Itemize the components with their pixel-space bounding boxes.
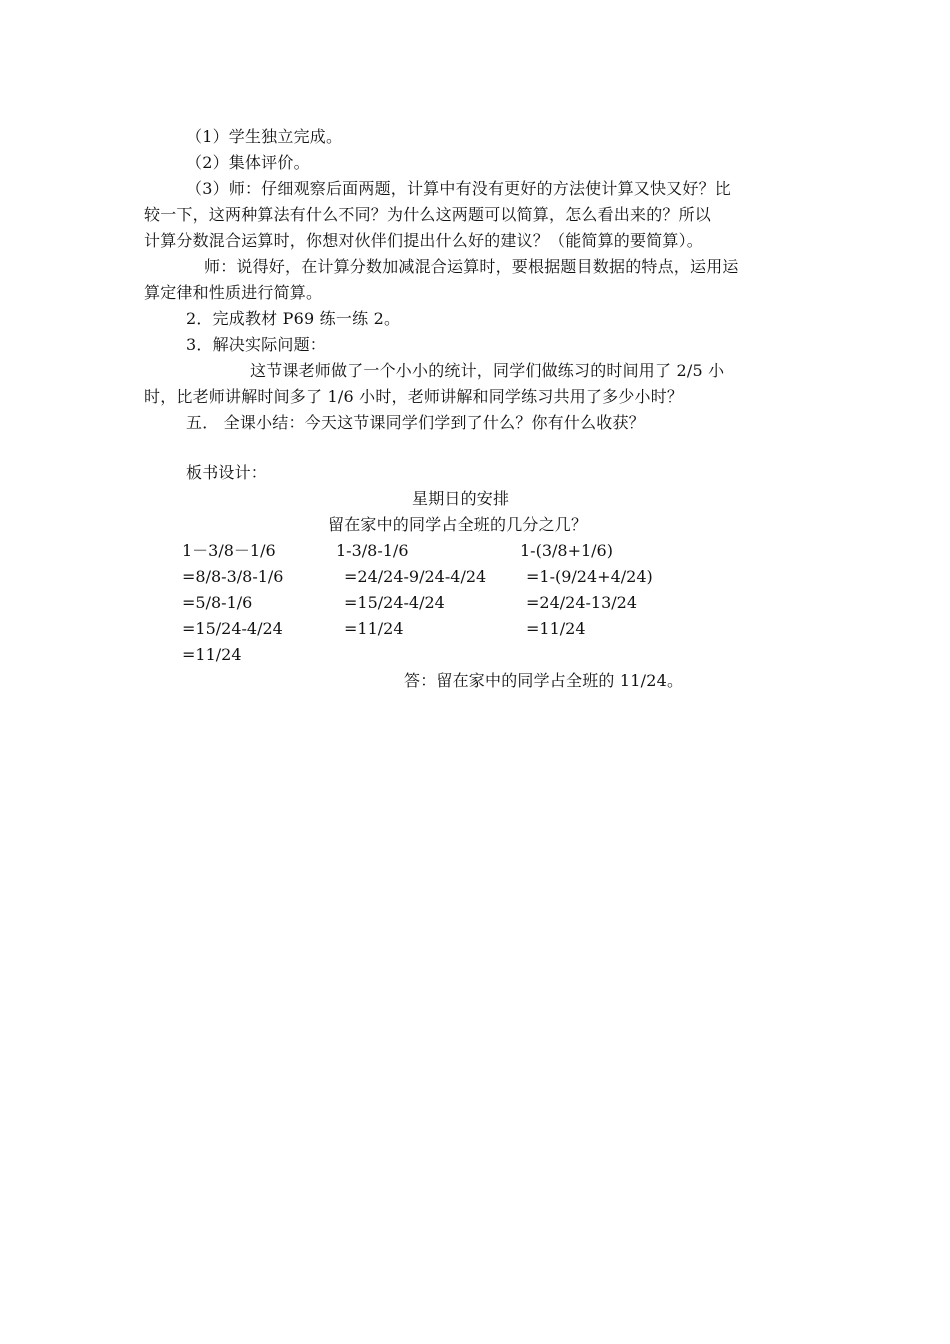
problem-line-1: 这节课老师做了一个小小的统计，同学们做练习的时间用了 2/5 小: [250, 361, 725, 380]
col1-step-2: =8/8-3/8-1/6: [182, 567, 284, 586]
step-1: （1）学生独立完成。: [186, 127, 343, 146]
col1-step-4: =15/24-4/24: [182, 619, 283, 638]
col1-step-3: =5/8-1/6: [182, 593, 253, 612]
col1-step-5: =11/24: [182, 645, 242, 664]
col2-step-2: =24/24-9/24-4/24: [344, 567, 487, 586]
col2-step-3: =15/24-4/24: [344, 593, 445, 612]
summary: 五． 全课小结：今天这节课同学们学到了什么？你有什么收获？: [186, 413, 645, 432]
col3-step-1: 1-(3/8+1/6): [520, 541, 613, 560]
teacher-line-1: 师：说得好，在计算分数加减混合运算时，要根据题目数据的特点，运用运: [204, 257, 739, 276]
board-question: 留在家中的同学占全班的几分之几？: [328, 515, 588, 534]
col1-step-1: 1－3/8－1/6: [182, 541, 276, 560]
step-2: （2）集体评价。: [186, 153, 310, 172]
step-3-line-2: 较一下，这两种算法有什么不同？为什么这两题可以简算，怎么看出来的？所以: [144, 205, 712, 224]
problem-line-2: 时，比老师讲解时间多了 1/6 小时，老师讲解和同学练习共用了多少小时？: [144, 387, 684, 406]
item-2: 2．完成教材 P69 练一练 2。: [186, 309, 401, 328]
item-3: 3．解决实际问题：: [186, 335, 326, 354]
board-answer: 答：留在家中的同学占全班的 11/24。: [404, 671, 684, 690]
board-heading: 板书设计：: [186, 463, 268, 482]
step-3-line-1: （3）师：仔细观察后面两题，计算中有没有更好的方法使计算又快又好？比: [186, 179, 731, 198]
teacher-line-2: 算定律和性质进行简算。: [144, 283, 323, 302]
board-title: 星期日的安排: [412, 489, 510, 508]
col2-step-1: 1-3/8-1/6: [336, 541, 409, 560]
col3-step-3: =24/24-13/24: [526, 593, 638, 612]
col2-step-4: =11/24: [344, 619, 404, 638]
col3-step-4: =11/24: [526, 619, 586, 638]
step-3-line-3: 计算分数混合运算时，你想对伙伴们提出什么好的建议？（能简算的要简算）。: [144, 231, 704, 250]
col3-step-2: =1-(9/24+4/24): [526, 567, 653, 586]
